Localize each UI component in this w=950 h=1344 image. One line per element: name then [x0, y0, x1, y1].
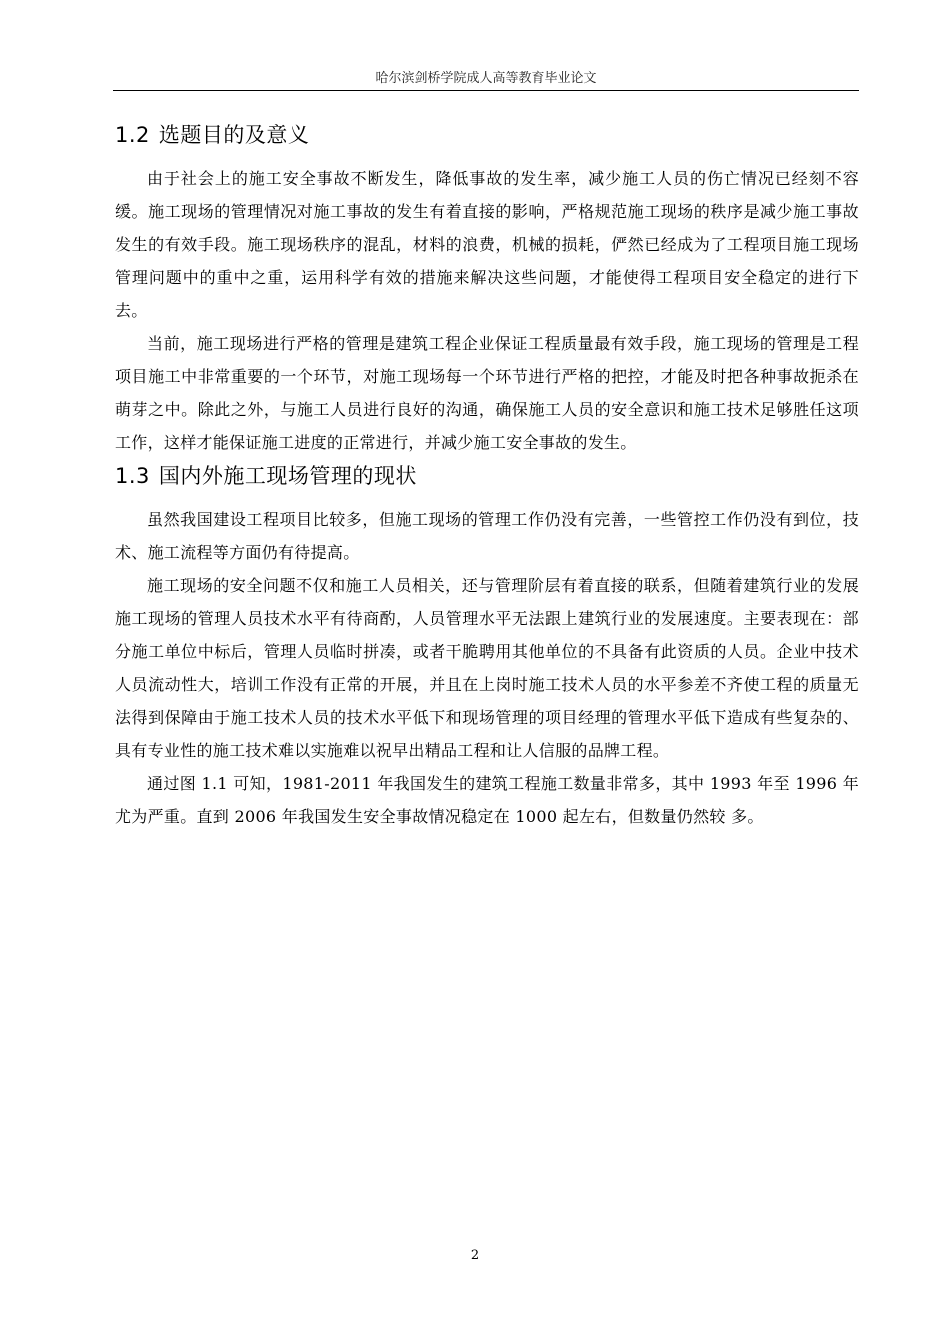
section-number: 1.2: [115, 123, 150, 147]
section-heading: [115, 461, 859, 491]
paragraph: 当前，施工现场进行严格的管理是建筑工程企业保证工程质量最有效手段，施工现场的管理是工程项目施工中非常重要的一个环节，对施工现场每一个环节进行严格的把控，才能及时把各种事故扼杀在萌芽之中。除此之外，与施工人员进行良好的沟通，确保施工人员的安全意识和施工技术足够胜任这项工作，这样才能保证施工进度的正常进行，并减少施工安全事故的发生。: [115, 334, 859, 452]
header-divider: [113, 90, 859, 91]
section-1-3: [115, 461, 859, 833]
paragraph: 虽然我国建设工程项目比较多，但施工现场的管理工作仍没有完善，一些管控工作仍没有到位，技术、施工流程等方面仍有待提高。: [115, 510, 859, 562]
document-body: [115, 120, 859, 833]
section-number: 1.3: [115, 464, 150, 488]
section-heading: [115, 120, 859, 150]
section-title: 选题目的及意义: [158, 123, 310, 147]
paragraph: 施工现场的安全问题不仅和施工人员相关，还与管理阶层有着直接的联系，但随着建筑行业的发展施工现场的管理人员技术水平有待商酌，人员管理水平无法跟上建筑行业的发展速度。主要表现在：部分施工单位中标后，管理人员临时拼凑，或者干脆聘用其他单位的不具备有此资质的人员。企业中技术人员流动性大，培训工作没有正常的开展，并且在上岗时施工技术人员的水平参差不齐使工程的质量无法得到保障由于施工技术人员的技术水平低下和现场管理的项目经理的管理水平低下造成有些复杂的、具有专业性的施工技术难以实施难以祝早出精品工程和让人信服的品牌工程。: [115, 576, 859, 760]
running-header: 哈尔滨剑桥学院成人高等教育毕业论文: [375, 71, 597, 86]
page-number: 2: [470, 1248, 480, 1263]
section-1-2: [115, 120, 859, 459]
paragraph: 由于社会上的施工安全事故不断发生，降低事故的发生率，减少施工人员的伤亡情况已经刻不容缓。施工现场的管理情况对施工事故的发生有着直接的影响，严格规范施工现场的秩序是减少施工事故发生的有效手段。施工现场秩序的混乱，材料的浪费，机械的损耗，俨然已经成为了工程项目施工现场管理问题中的重中之重，运用科学有效的措施来解决这些问题，才能使得工程项目安全稳定的进行下去。: [115, 169, 859, 320]
paragraph: 通过图 1.1 可知，1981-2011 年我国发生的建筑工程施工数量非常多，其中 1993 年至 1996 年尤为严重。直到 2006 年我国发生安全事故情况稳定在 1000 起左右，但数量仍然较 多。: [115, 774, 859, 826]
section-title: 国内外施工现场管理的现状: [158, 464, 417, 488]
